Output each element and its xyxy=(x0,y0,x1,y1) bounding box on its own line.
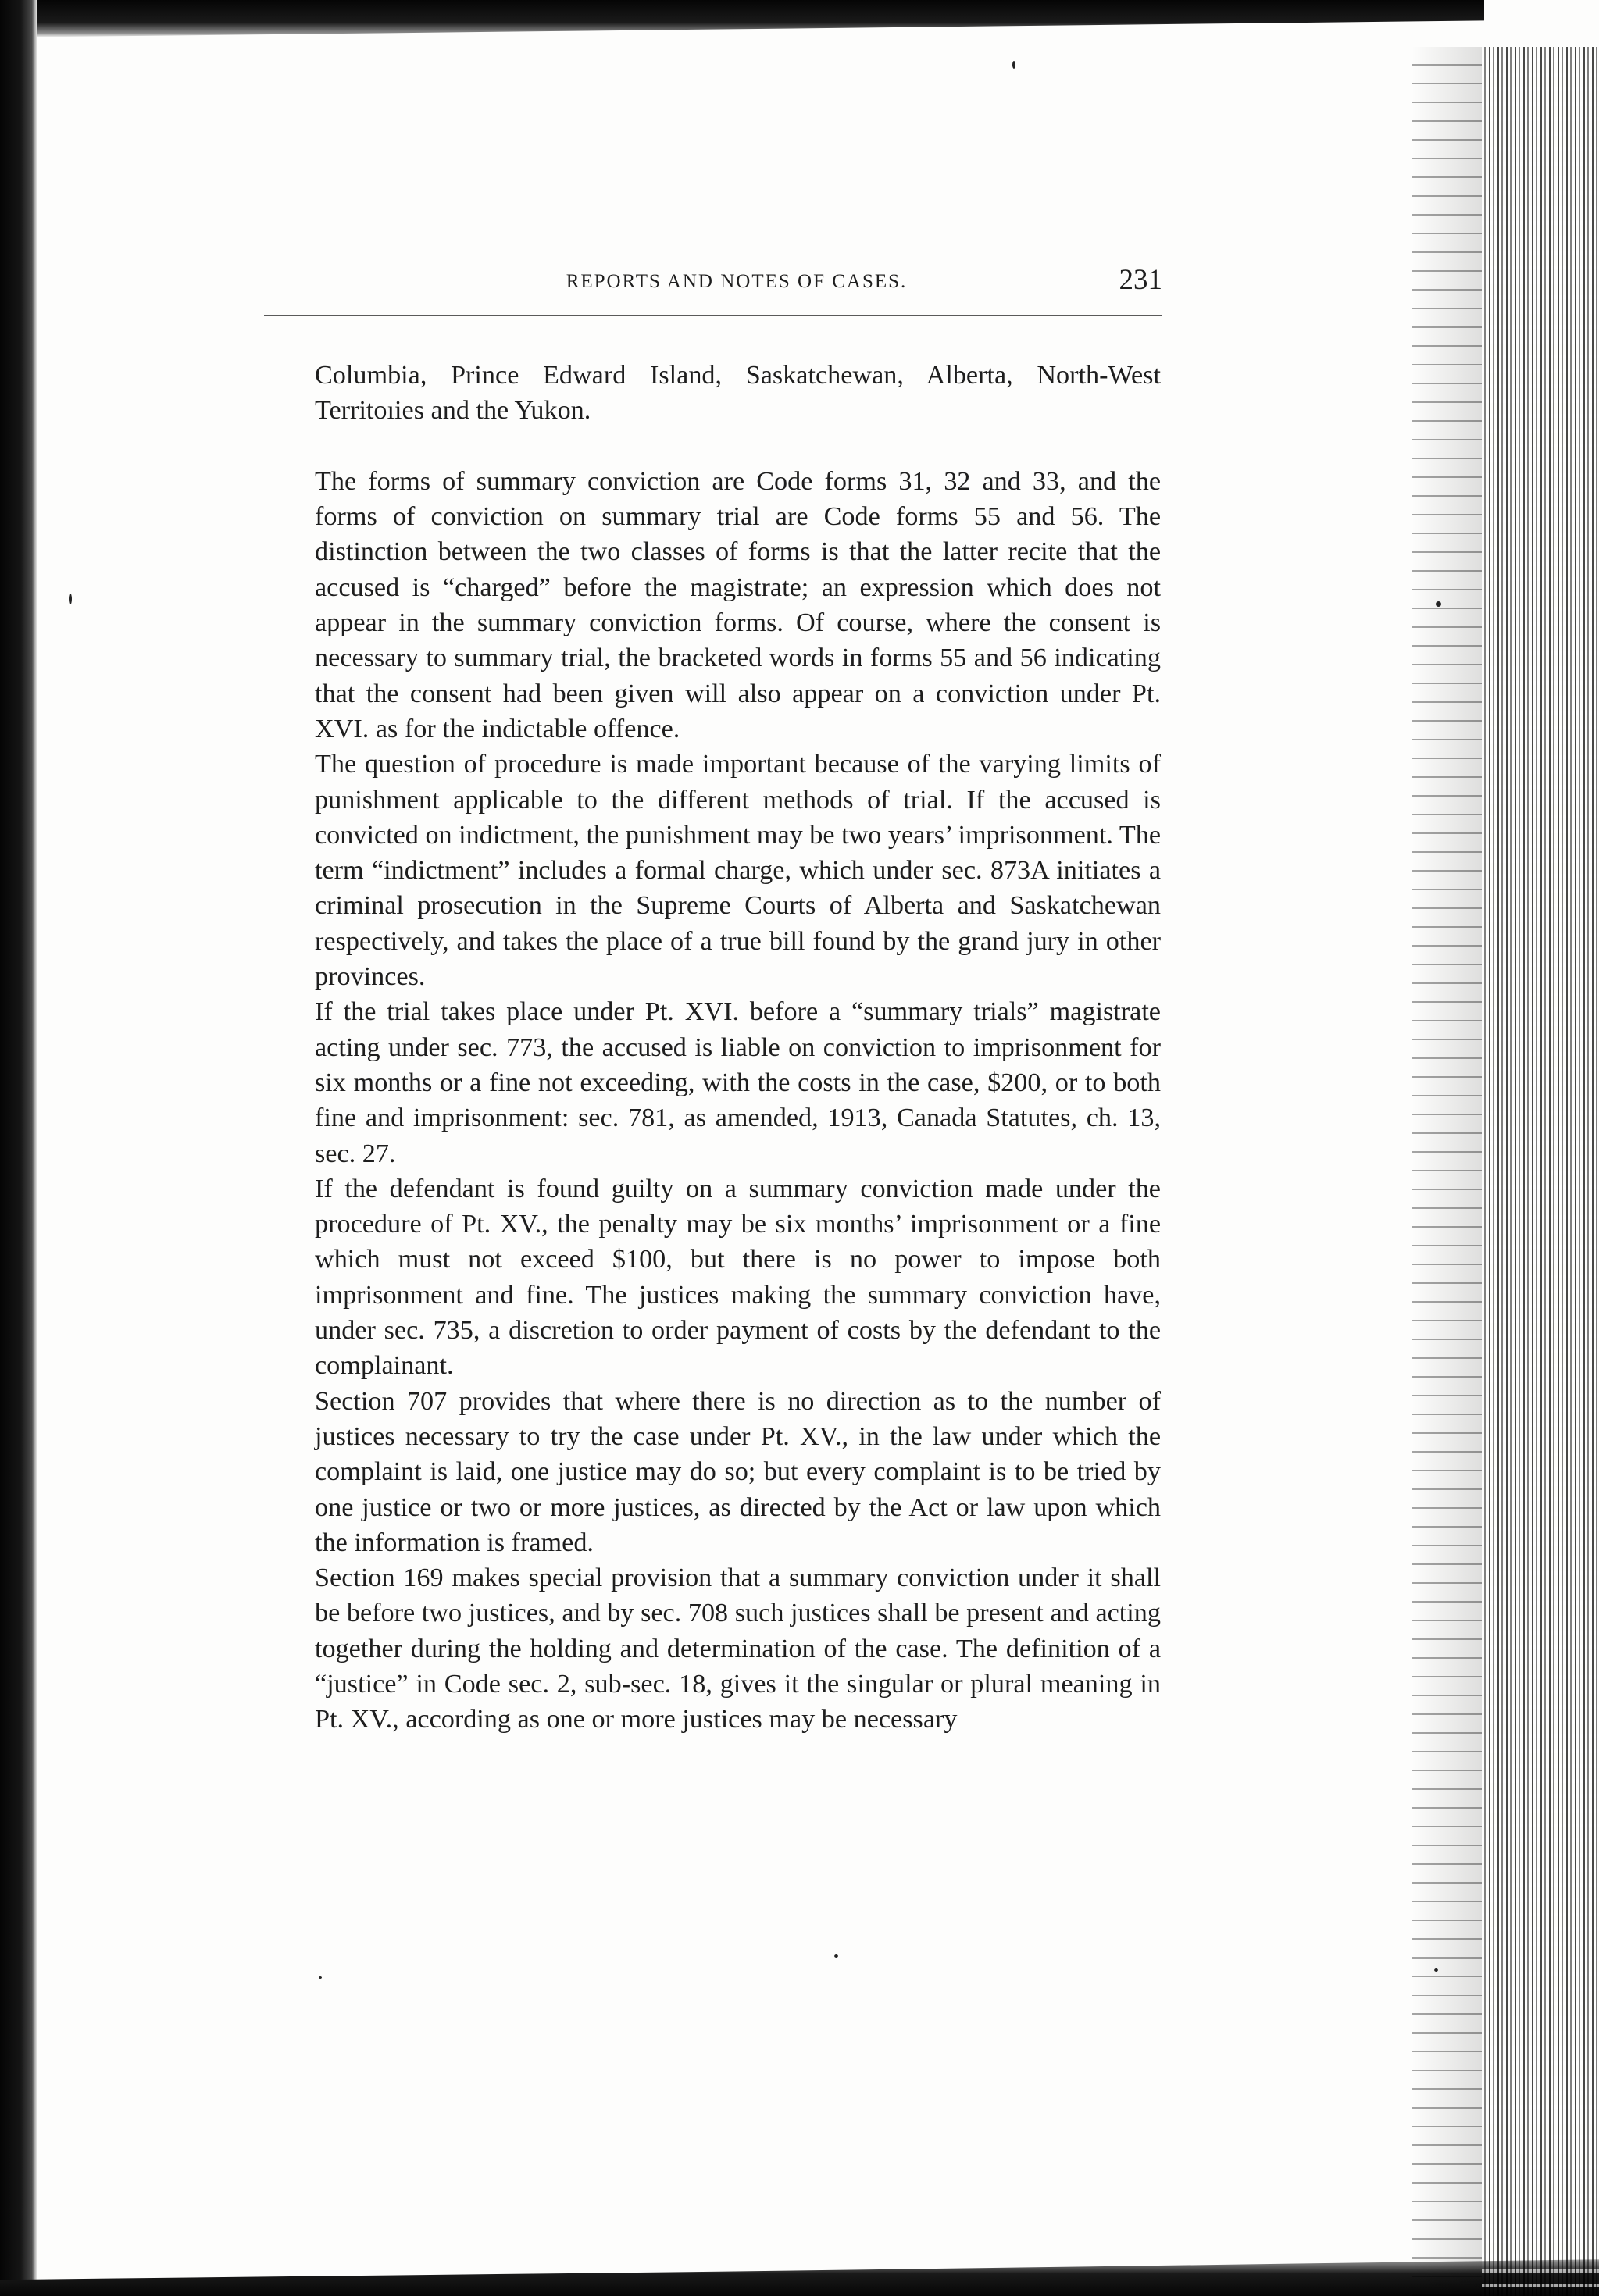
paragraph-text: The forms of summary conviction are Code forms 31, 32 and 33, and the forms of conviction on summary trial are Code forms 55 and 56. The distinction between the two classes of forms is that the latter recite that the accused is “charged” before the magistrate; an expression which does not appear in the summary conviction forms. Of course, where the consent is necessary to summary trial, the bracketed words in forms 55 and 56 indicating that the consent had been given will also appear on a conviction under Pt. XVI. as for the indictable offence. xyxy=(315,466,1161,743)
paragraph: The question of procedure is made important because of the varying limits of punishment applicable to the different methods of trial. If the accused is convicted on indictment, the punishment may be two years’ imprisonment. The term “indictment” includes a formal charge, which under sec. 873A initiates a criminal prosecution in the Supreme Courts of Alberta and Saskatchewan respectively, and takes the place of a true bill found by the grand jury in other provinces. xyxy=(315,750,1161,992)
page-number: 231 xyxy=(1119,264,1162,296)
header-rule xyxy=(264,315,1162,316)
paragraph xyxy=(315,429,1161,747)
scan-edge-top xyxy=(0,0,1484,37)
scan-edge-bottom xyxy=(0,2255,1599,2296)
running-title: REPORTS AND NOTES OF CASES. xyxy=(566,271,908,292)
scan-speck xyxy=(69,594,72,604)
paragraph: Columbia, Prince Edward Island, Saskatchewan, Alberta, North-West Territoıies and the Yukon. xyxy=(315,361,1161,426)
paragraph: If the trial takes place under Pt. XVI. before a “summary trials” magistrate acting under sec. 773, the accused is liable on conviction to imprisonment for six months or a fine not exceeding, with the costs in the case, $200, or to both fine and imprisonment: sec. 781, as amended, 1913, Canada Statutes, ch. 13, sec. 27. xyxy=(315,997,1161,1168)
paragraph: If the defendant is found guilty on a summary conviction made under the procedure of Pt. XV., the penalty may be six months’ imprisonment or a fine which must not exceed $100, but there is no power to impose both imprisonment and fine. The justices making the summary conviction have, under sec. 735, a discretion to order payment of costs by the defendant to the complainant. xyxy=(315,1174,1161,1381)
paragraph: Section 169 makes special provision that a summary conviction under it shall be before two justices, and by sec. 708 such justices shall be present and acting together during the holding and determination of the case. The definition of a “justice” in Code sec. 2, sub-sec. 18, gives it the singular or plural meaning in Pt. XV., according as one or more justices may be necessary xyxy=(315,1563,1161,1734)
scan-speck xyxy=(834,1954,838,1958)
scan-speck xyxy=(319,1976,322,1979)
scan-edge-left xyxy=(0,0,37,2296)
paragraph: Section 707 provides that where there is no direction as to the number of justices necessary to try the case under Pt. XV., in the law under which the complaint is laid, one justice may do so; but every complaint is to be tried by one justice or two or more justices, as directed by the Act or law upon which the information is framed. xyxy=(315,1386,1161,1557)
scan-edge-right xyxy=(1482,47,1599,2296)
scan-speck xyxy=(1434,1968,1438,1972)
body-text xyxy=(315,358,1161,1738)
running-head xyxy=(311,260,1162,304)
scan-speck xyxy=(1436,601,1441,607)
scan-edge-right-shadow xyxy=(1412,47,1482,2296)
scan-speck xyxy=(1012,61,1015,69)
